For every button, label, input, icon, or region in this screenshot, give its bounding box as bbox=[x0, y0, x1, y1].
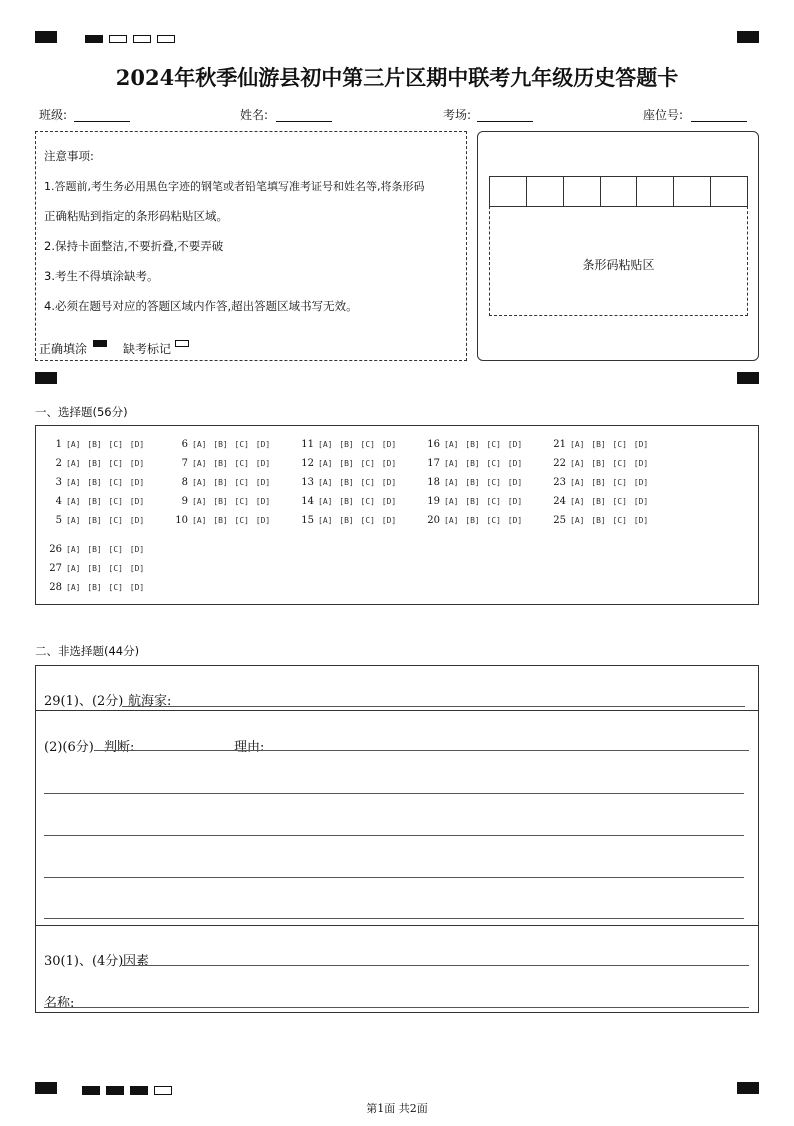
answer-options[interactable]: [A] [B] [C] [D] bbox=[318, 458, 397, 468]
choice-question-7 bbox=[166, 456, 270, 470]
choice-question-12 bbox=[292, 456, 396, 470]
absent-mark-label: 缺考标记 bbox=[123, 342, 172, 356]
answer-options[interactable]: [A] [B] [C] [D] bbox=[444, 496, 523, 506]
question-number: 10 bbox=[175, 514, 188, 526]
choice-question-26 bbox=[40, 542, 144, 556]
q29-separator bbox=[35, 710, 759, 711]
corner-mark-mid-right bbox=[737, 372, 759, 384]
q30-1-field-label: 因素 bbox=[123, 954, 150, 969]
timing-mark-filled bbox=[106, 1086, 124, 1095]
question-number: 24 bbox=[553, 495, 566, 507]
choice-question-10 bbox=[166, 513, 270, 527]
question-number: 11 bbox=[301, 438, 314, 450]
answer-options[interactable]: [A] [B] [C] [D] bbox=[570, 439, 649, 449]
choice-question-21 bbox=[544, 437, 648, 451]
choice-question-22 bbox=[544, 456, 648, 470]
question-number: 27 bbox=[49, 562, 62, 574]
question-number: 1 bbox=[55, 438, 62, 450]
question-number: 17 bbox=[427, 457, 440, 469]
answer-options[interactable]: [A] [B] [C] [D] bbox=[66, 458, 145, 468]
exam-number-cell[interactable] bbox=[637, 177, 674, 206]
correct-fill-label: 正确填涂 bbox=[39, 342, 88, 356]
class-label: 班级: bbox=[39, 108, 68, 122]
exam-room-field[interactable] bbox=[477, 120, 533, 122]
answer-options[interactable]: [A] [B] [C] [D] bbox=[444, 477, 523, 487]
timing-mark-filled bbox=[130, 1086, 148, 1095]
timing-mark-empty bbox=[157, 35, 175, 43]
answer-options[interactable]: [A] [B] [C] [D] bbox=[318, 515, 397, 525]
absent-mark-box[interactable] bbox=[175, 340, 189, 347]
answer-options[interactable]: [A] [B] [C] [D] bbox=[444, 515, 523, 525]
timing-mark-filled bbox=[85, 35, 103, 43]
notes-line-4: 4.必须在题号对应的答题区域内作答,超出答题区域书写无效。 bbox=[44, 299, 358, 313]
exam-number-cell[interactable] bbox=[674, 177, 711, 206]
choice-question-14 bbox=[292, 494, 396, 508]
question-number: 2 bbox=[55, 457, 62, 469]
question-number: 18 bbox=[427, 476, 440, 488]
q30-1-answer-line[interactable] bbox=[122, 965, 749, 966]
corner-mark-top-left bbox=[35, 31, 57, 43]
choice-question-17 bbox=[418, 456, 522, 470]
answer-options[interactable]: [A] [B] [C] [D] bbox=[66, 563, 145, 573]
choice-question-2 bbox=[40, 456, 144, 470]
choice-question-23 bbox=[544, 475, 648, 489]
question-number: 20 bbox=[427, 514, 440, 526]
q29-2-answer-line[interactable] bbox=[44, 793, 744, 794]
answer-options[interactable]: [A] [B] [C] [D] bbox=[66, 477, 145, 487]
q30-name-label: 名称: bbox=[44, 996, 75, 1011]
exam-number-cell[interactable] bbox=[601, 177, 638, 206]
answer-options[interactable]: [A] [B] [C] [D] bbox=[570, 477, 649, 487]
answer-options[interactable]: [A] [B] [C] [D] bbox=[444, 439, 523, 449]
answer-options[interactable]: [A] [B] [C] [D] bbox=[192, 515, 271, 525]
answer-options[interactable]: [A] [B] [C] [D] bbox=[66, 439, 145, 449]
q29-1-label: 29(1)、(2分) bbox=[44, 694, 124, 709]
question-number: 9 bbox=[181, 495, 188, 507]
choice-question-18 bbox=[418, 475, 522, 489]
question-number: 21 bbox=[553, 438, 566, 450]
corner-mark-bottom-right bbox=[737, 1082, 759, 1094]
answer-options[interactable]: [A] [B] [C] [D] bbox=[570, 515, 649, 525]
choice-question-16 bbox=[418, 437, 522, 451]
question-number: 5 bbox=[55, 514, 62, 526]
exam-number-cell[interactable] bbox=[527, 177, 564, 206]
answer-options[interactable]: [A] [B] [C] [D] bbox=[570, 458, 649, 468]
answer-options[interactable]: [A] [B] [C] [D] bbox=[192, 477, 271, 487]
exam-number-cell[interactable] bbox=[564, 177, 601, 206]
notes-line-1b: 正确粘贴到指定的条形码粘贴区域。 bbox=[44, 209, 228, 223]
corner-mark-top-right bbox=[737, 31, 759, 43]
name-field[interactable] bbox=[276, 120, 332, 122]
choice-question-27 bbox=[40, 561, 144, 575]
q29-2-answer-line[interactable] bbox=[44, 918, 744, 919]
choice-question-3 bbox=[40, 475, 144, 489]
question-number: 3 bbox=[55, 476, 62, 488]
exam-number-cells[interactable] bbox=[489, 176, 748, 207]
barcode-label: 条形码粘贴区 bbox=[582, 258, 655, 272]
name-label: 姓名: bbox=[240, 108, 269, 122]
choice-question-13 bbox=[292, 475, 396, 489]
answer-options[interactable]: [A] [B] [C] [D] bbox=[66, 582, 145, 592]
choice-question-25 bbox=[544, 513, 648, 527]
question-number: 19 bbox=[427, 495, 440, 507]
answer-options[interactable]: [A] [B] [C] [D] bbox=[192, 496, 271, 506]
choice-question-24 bbox=[544, 494, 648, 508]
question-number: 7 bbox=[181, 457, 188, 469]
answer-options[interactable]: [A] [B] [C] [D] bbox=[318, 477, 397, 487]
answer-options[interactable]: [A] [B] [C] [D] bbox=[66, 515, 145, 525]
choice-question-28 bbox=[40, 580, 144, 594]
choice-question-11 bbox=[292, 437, 396, 451]
corner-mark-bottom-left bbox=[35, 1082, 57, 1094]
q29-2-label: (2)(6分) bbox=[44, 740, 94, 755]
class-field[interactable] bbox=[74, 120, 130, 122]
question-number: 26 bbox=[49, 543, 62, 555]
question-number: 16 bbox=[427, 438, 440, 450]
q29-2-judge-label: 判断: bbox=[104, 740, 135, 755]
choice-question-1 bbox=[40, 437, 144, 451]
timing-mark-empty bbox=[154, 1086, 172, 1095]
timing-mark-filled bbox=[82, 1086, 100, 1095]
q29-1-field-label: 航海家: bbox=[128, 694, 172, 709]
section-2-title: 二、非选择题(44分) bbox=[35, 644, 140, 658]
choice-question-9 bbox=[166, 494, 270, 508]
question-number: 8 bbox=[181, 476, 188, 488]
notes-heading: 注意事项: bbox=[44, 149, 94, 163]
question-number: 12 bbox=[301, 457, 314, 469]
seat-field[interactable] bbox=[691, 120, 747, 122]
question-number: 15 bbox=[301, 514, 314, 526]
question-number: 22 bbox=[553, 457, 566, 469]
question-number: 28 bbox=[49, 581, 62, 593]
timing-mark-empty bbox=[133, 35, 151, 43]
question-number: 6 bbox=[181, 438, 188, 450]
correct-fill-sample bbox=[93, 340, 107, 347]
notes-line-1: 1.答题前,考生务必用黑色字迹的钢笔或者铅笔填写准考证号和姓名等,将条形码 bbox=[44, 180, 425, 193]
notes-line-3: 3.考生不得填涂缺考。 bbox=[44, 269, 159, 283]
q30-1-label: 30(1)、(4分) bbox=[44, 954, 124, 969]
choice-question-6 bbox=[166, 437, 270, 451]
exam-room-label: 考场: bbox=[443, 108, 472, 122]
answer-options[interactable]: [A] [B] [C] [D] bbox=[192, 458, 271, 468]
question-number: 13 bbox=[301, 476, 314, 488]
choice-question-15 bbox=[292, 513, 396, 527]
q29-2-reason-label: 理由: bbox=[234, 740, 265, 755]
answer-options[interactable]: [A] [B] [C] [D] bbox=[318, 439, 397, 449]
q29-2-answer-line[interactable] bbox=[44, 835, 744, 836]
choice-question-5 bbox=[40, 513, 144, 527]
page-title: 2024年秋季仙游县初中第三片区期中联考九年级历史答题卡 bbox=[115, 65, 679, 90]
notes-line-2: 2.保持卡面整洁,不要折叠,不要弄破 bbox=[44, 239, 224, 253]
q30-name-answer-line[interactable] bbox=[44, 1007, 749, 1008]
answer-options[interactable]: [A] [B] [C] [D] bbox=[318, 496, 397, 506]
seat-label: 座位号: bbox=[643, 108, 684, 122]
choice-question-4 bbox=[40, 494, 144, 508]
question-number: 23 bbox=[553, 476, 566, 488]
choice-question-8 bbox=[166, 475, 270, 489]
exam-number-cell[interactable] bbox=[711, 177, 747, 206]
section-1-title: 一、选择题(56分) bbox=[35, 405, 128, 419]
answer-options[interactable]: [A] [B] [C] [D] bbox=[444, 458, 523, 468]
exam-number-cell[interactable] bbox=[490, 177, 527, 206]
choice-question-20 bbox=[418, 513, 522, 527]
corner-mark-mid-left bbox=[35, 372, 57, 384]
q29-1-answer-line[interactable] bbox=[122, 706, 745, 707]
timing-mark-empty bbox=[109, 35, 127, 43]
page-footer: 第1面 共2面 bbox=[366, 1102, 428, 1115]
question-number: 14 bbox=[301, 495, 314, 507]
answer-options[interactable]: [A] [B] [C] [D] bbox=[192, 439, 271, 449]
q29-2-answer-line[interactable] bbox=[94, 750, 749, 751]
q30-separator bbox=[35, 925, 759, 926]
answer-options[interactable]: [A] [B] [C] [D] bbox=[66, 496, 145, 506]
choice-question-19 bbox=[418, 494, 522, 508]
q29-2-answer-line[interactable] bbox=[44, 877, 744, 878]
answer-options[interactable]: [A] [B] [C] [D] bbox=[570, 496, 649, 506]
question-number: 4 bbox=[55, 495, 62, 507]
answer-options[interactable]: [A] [B] [C] [D] bbox=[66, 544, 145, 554]
question-number: 25 bbox=[553, 514, 566, 526]
